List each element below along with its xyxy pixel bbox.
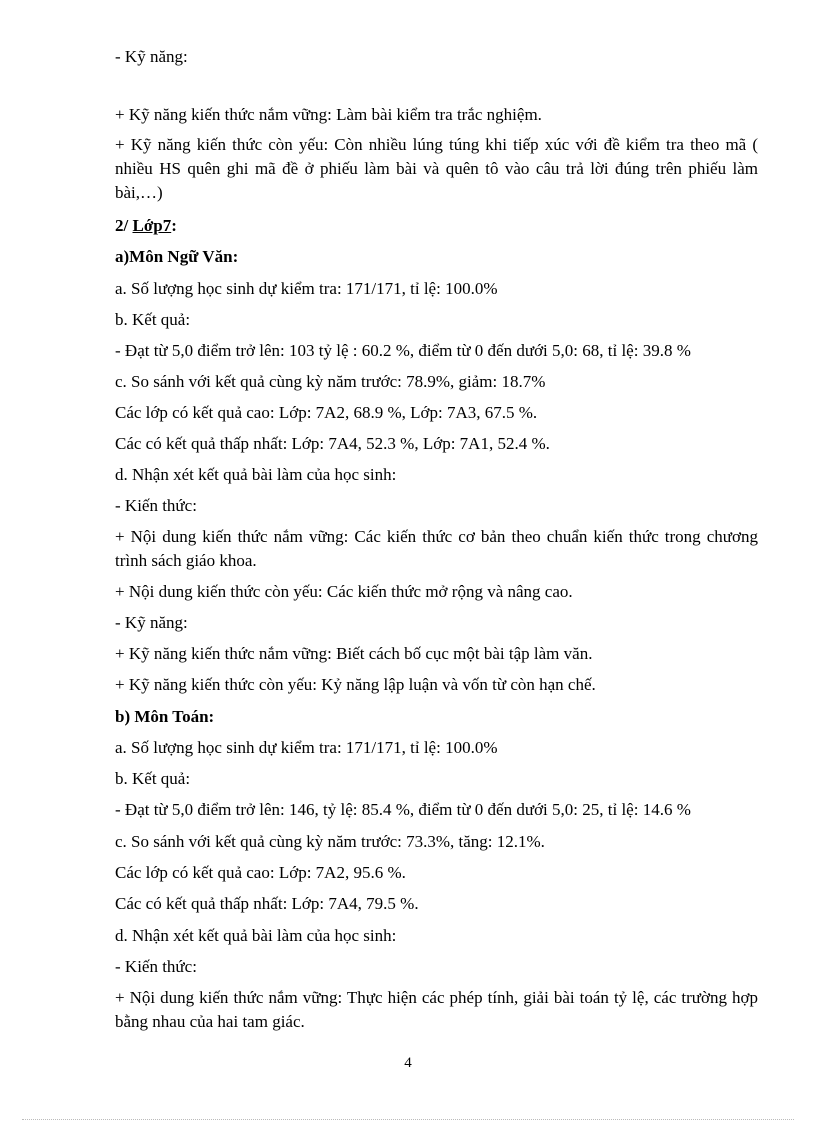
- literature-top-classes: Các lớp có kết quả cao: Lớp: 7A2, 68.9 %, Lớp: 7A3, 67.5 %.: [115, 403, 538, 422]
- math-review-label: d. Nhận xét kết quả bài làm của học sinh:: [115, 926, 397, 945]
- math-results-label: b. Kết quả:: [115, 769, 191, 788]
- math-knowledge-label: - Kiến thức:: [115, 957, 197, 976]
- literature-review-label: d. Nhận xét kết quả bài làm của học sinh:: [115, 465, 397, 484]
- literature-student-count: a. Số lượng học sinh dự kiểm tra: 171/171, tỉ lệ: 100.0%: [115, 279, 498, 298]
- literature-results-label: b. Kết quả:: [115, 310, 191, 329]
- page-bottom-divider: [22, 1119, 794, 1120]
- literature-skills-label: - Kỹ năng:: [115, 613, 188, 632]
- section-grade7-heading: [115, 214, 177, 238]
- skills-weak-item: + Kỹ năng kiến thức còn yếu: Còn nhiều lúng túng khi tiếp xúc với đề kiểm tra theo mã ( nhiều HS quên ghi mã đề ở phiếu làm bài và quên tô vào câu trả lời đúng trên phiếu làm bài,…): [115, 135, 758, 202]
- skills-strong-item: + Kỹ năng kiến thức nắm vững: Làm bài kiểm tra trắc nghiệm.: [115, 105, 542, 124]
- section-grade7-prefix: 2/: [115, 216, 133, 235]
- literature-heading: a)Môn Ngữ Văn:: [115, 247, 239, 266]
- math-top-classes: Các lớp có kết quả cao: Lớp: 7A2, 95.6 %.: [115, 863, 406, 882]
- math-heading: b) Môn Toán:: [115, 707, 215, 726]
- math-knowledge-strong: + Nội dung kiến thức nắm vững: Thực hiện các phép tính, giải bài toán tỷ lệ, các trường hợp bằng nhau của hai tam giác.: [115, 988, 758, 1031]
- skills-label: - Kỹ năng:: [115, 47, 188, 66]
- page-number: 4: [404, 1055, 412, 1071]
- literature-skills-strong: + Kỹ năng kiến thức nắm vững: Biết cách bố cục một bài tập làm văn.: [115, 644, 593, 663]
- math-pass-rate: - Đạt từ 5,0 điểm trở lên: 146, tỷ lệ: 85.4 %, điểm từ 0 đến dưới 5,0: 25, tỉ lệ: 14.6 %: [115, 800, 691, 819]
- section-grade7-title: Lớp7: [132, 216, 172, 235]
- literature-lowest-classes: Các có kết quả thấp nhất: Lớp: 7A4, 52.3 %, Lớp: 7A1, 52.4 %.: [115, 434, 550, 453]
- literature-knowledge-strong: + Nội dung kiến thức nắm vững: Các kiến thức cơ bản theo chuẩn kiến thức trong chương trình sách giáo khoa.: [115, 527, 758, 570]
- section-grade7-suffix: :: [171, 216, 177, 235]
- literature-skills-weak: + Kỹ năng kiến thức còn yếu: Kỷ năng lập luận và vốn từ còn hạn chế.: [115, 675, 596, 694]
- math-student-count: a. Số lượng học sinh dự kiểm tra: 171/171, tỉ lệ: 100.0%: [115, 738, 498, 757]
- math-comparison: c. So sánh với kết quả cùng kỳ năm trước: 73.3%, tăng: 12.1%.: [115, 832, 545, 851]
- literature-knowledge-weak: + Nội dung kiến thức còn yếu: Các kiến thức mở rộng và nâng cao.: [115, 582, 573, 601]
- literature-comparison: c. So sánh với kết quả cùng kỳ năm trước: 78.9%, giảm: 18.7%: [115, 372, 546, 391]
- math-lowest-classes: Các có kết quả thấp nhất: Lớp: 7A4, 79.5 %.: [115, 894, 419, 913]
- literature-pass-rate: - Đạt từ 5,0 điểm trở lên: 103 tỷ lệ : 60.2 %, điểm từ 0 đến dưới 5,0: 68, tỉ lệ: 39.8 %: [115, 341, 691, 360]
- literature-knowledge-label: - Kiến thức:: [115, 496, 197, 515]
